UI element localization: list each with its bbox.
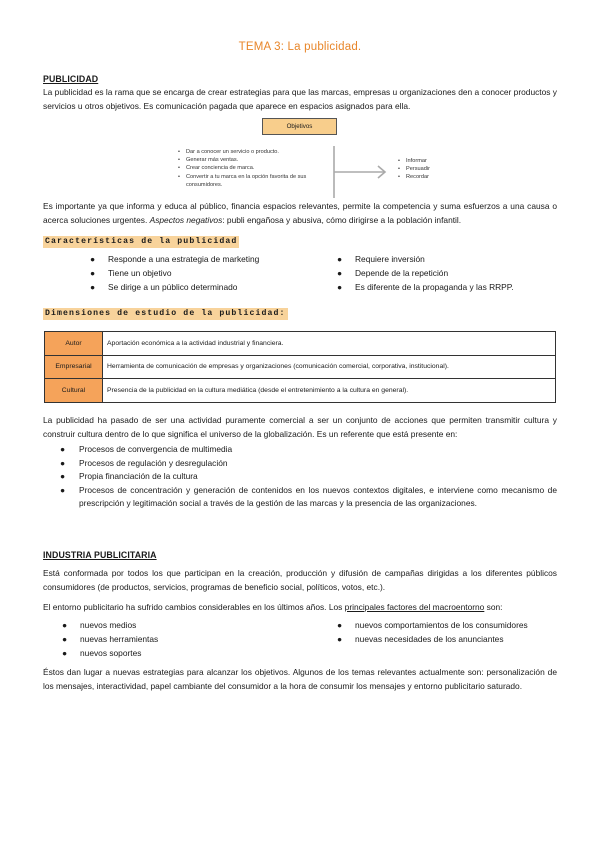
bracket-arrow	[328, 144, 400, 200]
goal-item: • Recordar	[398, 173, 458, 181]
dimension-value: Herramienta de comunicación de empresas y organizaciones (comunicación comercial, corporativa, institucional).	[103, 355, 556, 379]
publicidad-cultura: La publicidad ha pasado de ser una actividad puramente comercial a ser un conjunto de acciones que permiten transmitir cultura y construir cultura dentro de lo que significa el universo de la globalización. Es un referente que está presente en:	[43, 415, 557, 439]
dimension-key: Cultural	[45, 379, 103, 403]
list-item: ● Procesos de convergencia de multimedia	[60, 443, 557, 457]
macroentorno-link-text: principales factores del macroentorno	[344, 602, 485, 612]
industria-entorno: El entorno publicitario ha sufrido cambios considerables en los últimos años. Los principales factores del macroentorno son:	[43, 602, 503, 612]
objective-item: • Dar a conocer un servicio o producto.	[178, 148, 328, 156]
objective-item: • Generar más ventas.	[178, 156, 328, 164]
bullet-icon: ●	[62, 620, 68, 630]
negative-aspects-text: : publi engañosa y abusiva, cómo dirigirse a la población infantil.	[222, 214, 462, 225]
section-heading-publicidad: PUBLICIDAD	[43, 74, 99, 84]
bullet-icon: ●	[337, 282, 343, 292]
publicidad-intro: La publicidad es la rama que se encarga de crear estrategias para que las marcas, empresas u organizaciones den a conocer productos y servicios u otros objetivos. Es comunicación pagada que aparece en espacios asignados para ella.	[43, 87, 557, 111]
processes-list	[60, 443, 557, 511]
goal-item: • Persuadir	[398, 165, 458, 173]
bullet-icon: ●	[62, 634, 68, 644]
bullet-icon: ●	[62, 648, 68, 658]
publicidad-importance	[43, 200, 557, 227]
list-item: ● Procesos de regulación y desregulación	[60, 457, 557, 471]
dimension-value: Aportación económica a la actividad industrial y financiera.	[103, 332, 556, 356]
bullet-icon: ●	[60, 457, 66, 468]
industria-intro: Está conformada por todos los que participan en la creación, producción y difusión de campañas dirigidas a los diferentes públicos consumidores (de productos, servicios, programas de beneficio social, políticos, votos, etc.).	[43, 568, 557, 592]
characteristics-tag: Características de la publicidad	[45, 237, 238, 246]
objective-item: • Convertir a tu marca en la opción favorita de sus consumidores.	[178, 173, 328, 189]
bullet-icon: ●	[60, 484, 66, 495]
bullet-icon: ●	[337, 620, 343, 630]
objectives-box: Objetivos	[262, 118, 337, 135]
bullet-icon: ●	[337, 254, 343, 264]
objectives-left-list	[178, 148, 328, 189]
dimensions-table	[44, 331, 556, 403]
dimensions-tag: Dimensiones de estudio de la publicidad:	[45, 309, 286, 318]
list-item: ● Propia financiación de la cultura	[60, 470, 557, 484]
table-row	[45, 332, 556, 356]
bullet-icon: ●	[337, 634, 343, 644]
negative-aspects-label: Aspectos negativos	[149, 214, 223, 225]
table-row	[45, 355, 556, 379]
importance-text: Es importante ya que informa y educa al público, financia espacios relevantes, permite la competencia y suma esfuerzos a una causa o acerca soluciones urgentes.	[43, 201, 557, 225]
bullet-icon: ●	[90, 268, 96, 278]
bullet-icon: ●	[90, 282, 96, 292]
industria-closing: Éstos dan lugar a nuevas estrategias para alcanzar los objetivos. Algunos de los temas relevantes actualmente son: personalización de los mensajes, interactividad, papel cambiante del consumidor a la hora de consumir los mensajes y entorno publicitario saturado.	[43, 667, 557, 691]
section-heading-industria: INDUSTRIA PUBLICITARIA	[43, 550, 157, 560]
list-item: ● Procesos de concentración y generación de contenidos en los nuevos contextos digitales, e interviene como mecanismo de prescripción y legitimación social a través de la gestión de las marcas y la presencia de las organizaciones.	[60, 484, 557, 509]
bullet-icon: ●	[337, 268, 343, 278]
dimension-key: Empresarial	[45, 355, 103, 379]
table-row	[45, 379, 556, 403]
page-title: TEMA 3: La publicidad.	[238, 41, 362, 53]
dimension-value: Presencia de la publicidad en la cultura mediática (desde el entretenimiento a la cultura en general).	[103, 379, 556, 403]
objectives-right-list	[398, 157, 458, 182]
bullet-icon: ●	[60, 444, 66, 454]
document-page: TEMA 3: La publicidad. PUBLICIDAD La publicidad es la rama que se encarga de crear estrategias para que las marcas, empresas u organizaciones den a conocer productos y servicios u otros objetivos. Es comunicación pagada que aparece en espacios asignados para ella. Objetivos • Dar a conocer un servicio o producto. • Generar más ventas. • Crear conciencia de marca. • Convertir a tu marca en la opción favorita de sus consumidores. • Informar • Persuadir • Recordar Es importante ya que informa y educa al público, financia espacios relevantes, permite la competencia y suma esfuerzos a una causa o acerca soluciones urgentes. Aspectos negativos: publi engañosa y abusiva, cómo dirigirse a la población infantil. Características de la publicidad ● Responde a una estrategia de marketing ● Tiene un objetivo ● Se dirige a un público determinado ● Requiere inversión ● Depende de la repetición ● Es diferente de la propaganda y las RRPP. Dimensiones de estudio de la publicidad: Autor Aportación económica a la actividad industrial y financiera. Empresarial Herramienta de comunicación de empresas y organizaciones (comunicación comercial, corporativa, institucional). Cultural Presencia de la publicidad en la cultura mediática (desde el entretenimiento a la cultura en general). La publicidad ha pasado de ser una actividad puramente comercial a ser un conjunto de acciones que permiten transmitir cultura y construir cultura dentro de lo que significa el universo de la globalización. Es un referente que está presente en: ● Procesos de convergencia de multimedia ● Procesos de regulación y desregulación ● Propia financiación de la cultura ● Procesos de concentración y generación de contenidos en los nuevos contextos digitales, e interviene como mecanismo de prescripción y legitimación social a través de la gestión de las marcas y la presencia de las organizaciones. INDUSTRIA PUBLICITARIA Está conformada por todos los que participan en la creación, producción y difusión de campañas dirigidas a los diferentes públicos consumidores (de productos, servicios, programas de beneficio social, políticos, votos, etc.). El entorno publicitario ha sufrido cambios considerables en los últimos años. Los principales factores del macroentorno son: ● nuevos medios ● nuevas herramientas ● nuevos soportes ● nuevos comportamientos de los consumidores ● nuevas necesidades de los anunciantes Éstos dan lugar a nuevas estrategias para alcanzar los objetivos. Algunos de los temas relevantes actualmente son: personalización de los mensajes, interactividad, papel cambiante del consumidor a la hora de consumir los mensajes y entorno publicitario saturado.	[0, 0, 600, 848]
dimension-key: Autor	[45, 332, 103, 356]
goal-item: • Informar	[398, 157, 458, 165]
bullet-icon: ●	[90, 254, 96, 264]
bullet-icon: ●	[60, 471, 66, 482]
objective-item: • Crear conciencia de marca.	[178, 164, 328, 172]
